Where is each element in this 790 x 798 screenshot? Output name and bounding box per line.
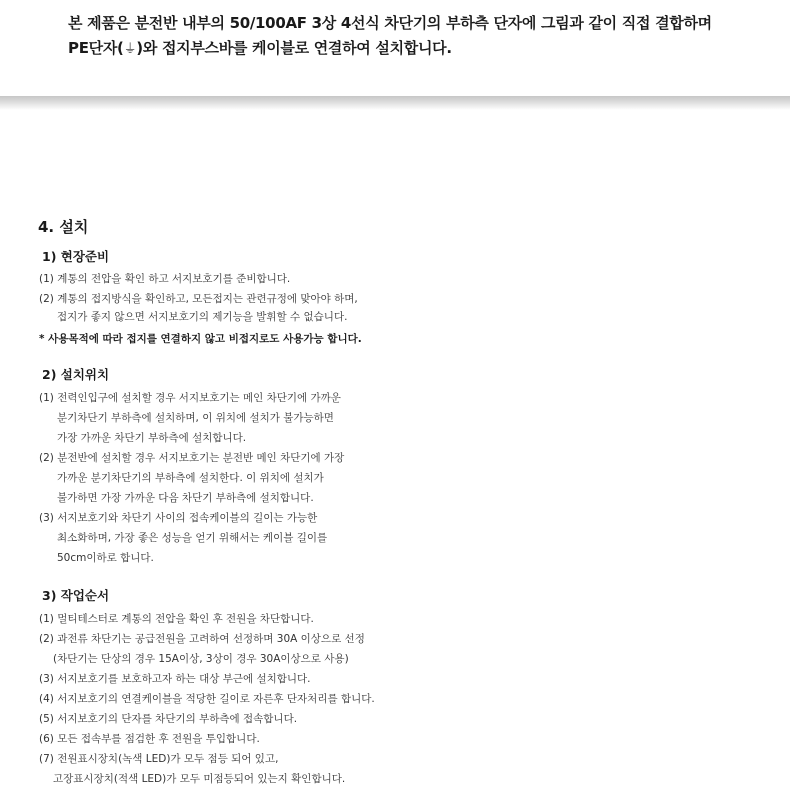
location-line: 불가하면 가장 가까운 다음 차단기 부하측에 설치합니다. [57, 492, 314, 504]
procedure-line: 고장표시장치(적색 LED)가 모두 미점등되어 있는지 확인합니다. [53, 773, 346, 785]
procedure-line: (5) 서지보호기의 단자를 차단기의 부하측에 접속합니다. [39, 713, 298, 725]
prep-note: * 사용목적에 따라 접지를 연결하지 않고 비접지로도 사용가능 합니다. [39, 333, 362, 345]
page-divider [0, 96, 790, 110]
procedure-line: (3) 서지보호기를 보호하고자 하는 대상 부근에 설치합니다. [39, 673, 311, 685]
procedure-line: (4) 서지보호기의 연결케이블을 적당한 길이로 자른후 단자처리를 합니다. [39, 693, 375, 705]
intro-line-2-suffix: )와 접지부스바를 케이블로 연결하여 설치합니다. [136, 39, 452, 57]
intro-line-2 [68, 37, 452, 58]
location-line: 최소화하며, 가장 좋은 성능을 얻기 위해서는 케이블 길이를 [57, 532, 328, 544]
location-line: 가까운 분기차단기의 부하측에 설치한다. 이 위치에 설치가 [57, 472, 324, 484]
location-line: 분기차단기 부하측에 설치하며, 이 위치에 설치가 불가능하면 [57, 412, 334, 424]
prep-title: 1) 현장준비 [42, 249, 110, 264]
ground-icon: ⏚ [123, 42, 137, 57]
prep-line: (2) 계통의 접지방식을 확인하고, 모든접지는 관련규정에 맞아야 하며, [39, 293, 358, 305]
prep-line: 접지가 좋지 않으면 서지보호기의 제기능을 발휘할 수 없습니다. [57, 311, 348, 323]
location-line: (1) 전력인입구에 설치할 경우 서지보호기는 메인 차단기에 가까운 [39, 392, 341, 404]
location-title: 2) 설치위치 [42, 367, 110, 382]
intro-panel [0, 0, 790, 96]
procedure-line: (6) 모든 접속부를 점검한 후 전원을 투입합니다. [39, 733, 260, 745]
procedure-line: (7) 전원표시장치(녹색 LED)가 모두 점등 되어 있고, [39, 753, 279, 765]
procedure-line: (1) 멀티테스터로 계통의 전압을 확인 후 전원을 차단합니다. [39, 613, 314, 625]
location-line: 50cm이하로 합니다. [57, 552, 154, 564]
intro-line-2-prefix: PE단자( [68, 39, 124, 57]
procedure-title: 3) 작업순서 [42, 588, 110, 603]
location-line: (2) 분전반에 설치할 경우 서지보호기는 분전반 메인 차단기에 가장 [39, 452, 345, 464]
procedure-line: (차단기는 단상의 경우 15A이상, 3상이 경우 30A이상으로 사용) [53, 653, 349, 665]
section-title: 4. 설치 [38, 218, 89, 236]
location-line: (3) 서지보호기와 차단기 사이의 접속케이블의 길이는 가능한 [39, 512, 318, 524]
location-line: 가장 가까운 차단기 부하측에 설치합니다. [57, 432, 247, 444]
prep-line: (1) 계통의 전압을 확인 하고 서지보호기를 준비합니다. [39, 273, 291, 285]
procedure-line: (2) 과전류 차단기는 공급전원을 고려하여 선정하며 30A 이상으로 선정 [39, 633, 365, 645]
intro-line-1: 본 제품은 분전반 내부의 50/100AF 3상 4선식 차단기의 부하측 단자에 그림과 같이 직접 결합하며 [68, 14, 712, 32]
